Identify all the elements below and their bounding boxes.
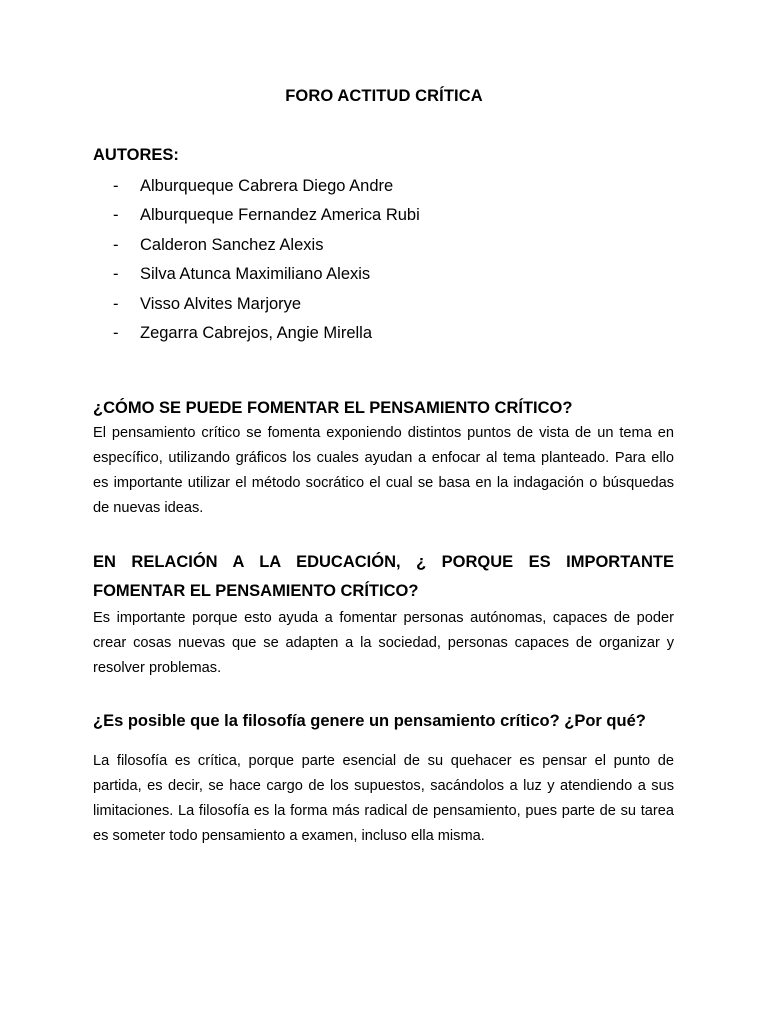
document-title: FORO ACTITUD CRÍTICA	[285, 87, 483, 105]
list-bullet: -	[113, 323, 119, 342]
author-list-item	[113, 201, 420, 230]
list-bullet: -	[113, 265, 119, 284]
author-name: Zegarra Cabrejos, Angie Mirella	[140, 323, 373, 342]
author-name: Calderon Sanchez Alexis	[140, 235, 324, 254]
section-heading: EN RELACIÓN A LA EDUCACIÓN, ¿ PORQUE ES IMPORTANTE FOMENTAR EL PENSAMIENTO CRÍTICO?	[93, 553, 674, 600]
author-list-item	[113, 172, 420, 201]
section-heading: ¿CÓMO SE PUEDE FOMENTAR EL PENSAMIENTO CRÍTICO?	[93, 399, 573, 417]
section-body: La filosofía es crítica, porque parte esencial de su quehacer es pensar el punto de partida, es decir, se hace cargo de los supuestos, sacándolos a luz y atendiendo a sus limitaciones. La filosofía es la forma más radical de pensamiento, pues parte de su tarea es someter todo pensamiento a examen, incluso ella misma.	[93, 753, 674, 844]
author-name: Visso Alvites Marjorye	[140, 294, 302, 313]
list-bullet: -	[113, 294, 119, 313]
section-educacion	[93, 548, 674, 681]
section-fomentar-pensamiento	[93, 395, 674, 521]
author-name: Alburqueque Fernandez America Rubi	[140, 206, 420, 225]
list-bullet: -	[113, 206, 119, 225]
author-name: Silva Atunca Maximiliano Alexis	[140, 265, 371, 284]
author-list-item	[113, 319, 420, 348]
section-heading: ¿Es posible que la filosofía genere un pensamiento crítico? ¿Por qué?	[93, 712, 646, 730]
section-filosofia	[93, 706, 674, 849]
authors-heading: AUTORES:	[93, 146, 179, 164]
author-list-item	[113, 290, 420, 319]
section-body: El pensamiento crítico se fomenta exponiendo distintos puntos de vista de un tema en específico, utilizando gráficos los cuales ayudan a enfocar al tema planteado. Para ello es importante utilizar el método socrático el cual se basa en la indagación o búsquedas de nuevas ideas.	[93, 425, 674, 516]
author-list	[113, 172, 420, 348]
author-list-item	[113, 231, 420, 260]
author-name: Alburqueque Cabrera Diego Andre	[140, 177, 394, 195]
list-bullet: -	[113, 177, 119, 195]
list-bullet: -	[113, 235, 119, 254]
section-body: Es importante porque esto ayuda a fomentar personas autónomas, capaces de poder crear cosas nuevas que se adapten a la sociedad, personas capaces de organizar y resolver problemas.	[93, 610, 674, 676]
author-list-item	[113, 260, 420, 289]
